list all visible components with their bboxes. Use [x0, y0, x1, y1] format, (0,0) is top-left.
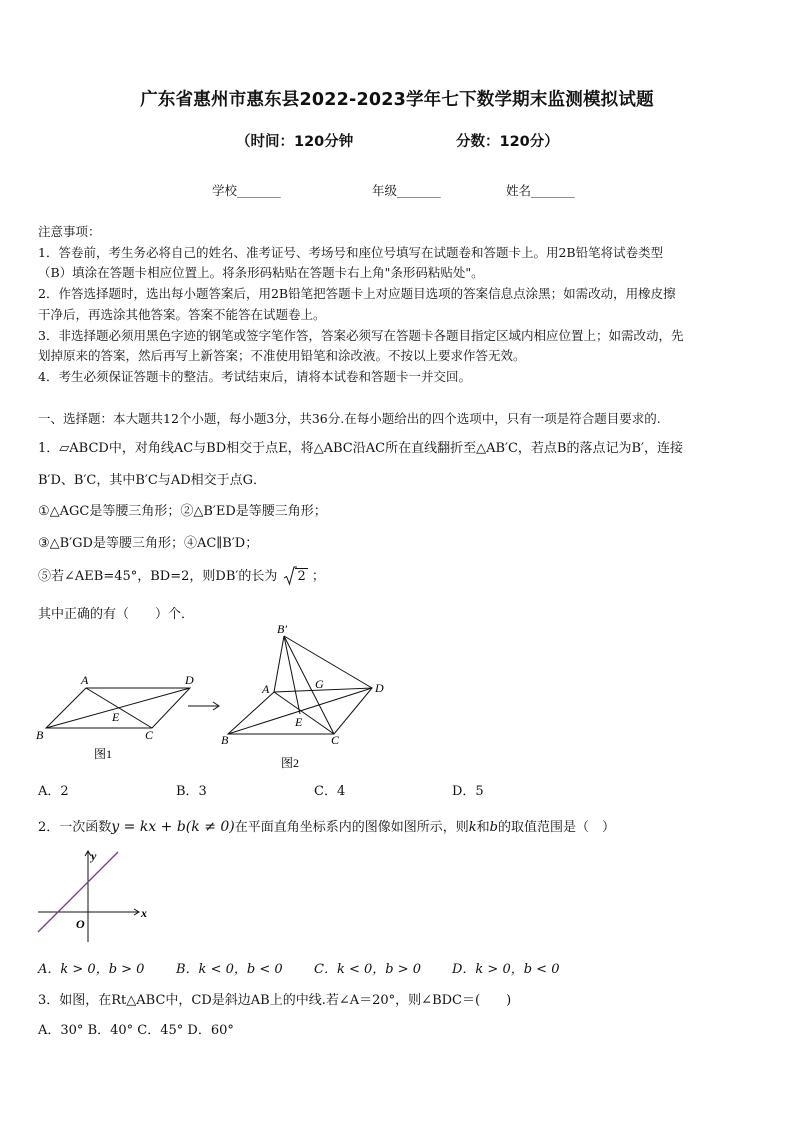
label-b-prime: B′: [277, 622, 287, 636]
segment-b-prime-e: [284, 636, 300, 714]
q1-figure-2: [216, 622, 396, 774]
exam-time: （时间：120分钟: [236, 134, 354, 150]
q2-option-a: A．k > 0，b > 0: [38, 962, 145, 977]
label-b: B: [221, 733, 229, 747]
q1-option-c: C．4: [314, 784, 346, 799]
origin-label: O: [76, 917, 85, 931]
exam-title: 广东省惠州市惠东县2022-2023学年七下数学期末监测模拟试题: [140, 90, 654, 110]
q2-prefix: 2．一次函数: [38, 820, 112, 835]
notes-heading: 注意事项：: [38, 224, 101, 239]
q1-line2: B′D、B′C，其中B′C与AD相交于点G．: [38, 473, 267, 488]
sqrt-radicand: 2: [297, 569, 306, 584]
q1-statement-5-text: ⑤若∠AEB=45°，BD=2，则DB′的长为: [38, 569, 278, 584]
note-line: 4．考生必须保证答题卡的整洁。考试结束后，请将本试卷和答题卡一并交回。: [38, 369, 471, 384]
section-heading: 一、选择题：本大题共12个小题，每小题3分，共36分.在每小题给出的四个选项中，只有一项是符合题目要求的.: [38, 411, 661, 426]
label-g: G: [315, 677, 324, 691]
q2-b: b: [489, 820, 498, 835]
note-line: 1．答卷前，考生务必将自己的姓名、准考证号、考场号和座位号填写在试题卷和答题卡上。用2B铅笔将试卷类型: [38, 245, 664, 260]
figure-1-caption: 图1: [94, 747, 113, 761]
q2-k: k: [468, 820, 477, 835]
name-field: 姓名_______: [506, 183, 575, 198]
q1-statement-3-4: ③△B′GD是等腰三角形；④AC∥B′D；: [38, 536, 259, 551]
y-axis-label: y: [91, 849, 97, 863]
q1-question: 其中正确的有（ ）个．: [38, 607, 195, 622]
q2-formula: y = kx + b(k ≠ 0): [111, 819, 235, 835]
q2-suffix: 在平面直角坐标系内的图像如图所示，则: [234, 820, 469, 835]
q2-option-d: D．k > 0，b < 0: [452, 962, 560, 977]
q3-question: 3．如图，在Rt△ABC中，CD是斜边AB上的中线.若∠A＝20°，则∠BDC＝( ): [38, 993, 512, 1008]
segment-ab-prime: [274, 636, 284, 692]
label-e: E: [295, 715, 303, 729]
label-a: A: [81, 673, 89, 687]
q3-options: A．30° B．40° C．45° D．60°: [38, 1023, 234, 1038]
label-c: C: [331, 733, 340, 747]
school-field: 学校_______: [212, 183, 281, 198]
q1-statement-5: [38, 565, 325, 584]
sqrt-expression: [283, 569, 307, 584]
q2-and: 和: [476, 820, 490, 835]
label-d: D: [185, 673, 194, 687]
x-axis-label: x: [141, 906, 147, 920]
label-b: B: [36, 728, 44, 742]
label-d: D: [375, 681, 384, 695]
q2-graph: [34, 846, 154, 946]
q2-option-b: B．k < 0，b < 0: [176, 962, 283, 977]
grade-field: 年级_______: [372, 183, 441, 198]
q2-option-c: C．k < 0，b > 0: [314, 962, 422, 977]
note-line: 干净后，再选涂其他答案。答案不能答在试题卷上。: [38, 307, 326, 322]
q2-tail: 的取值范围是（ ）: [498, 820, 616, 835]
note-line: （B）填涂在答题卡相应位置上。将条形码粘贴在答题卡右上角"条形码粘贴处"。: [38, 265, 484, 280]
figure-2-caption: 图2: [281, 756, 300, 770]
diagonal-ac: [274, 692, 334, 734]
q1-line1: 1．▱ABCD中，对角线AC与BD相交于点E，将△ABC沿AC所在直线翻折至△AB′C，若点B的落点记为B′，连接: [38, 441, 683, 456]
label-c: C: [145, 728, 154, 742]
note-line: 划掉原来的答案，然后再写上新答案；不准使用铅笔和涂改液。不按以上要求作答无效。: [38, 348, 526, 363]
label-a: A: [262, 682, 270, 696]
q1-statement-1-2: ①△AGC是等腰三角形；②△B′ED是等腰三角形；: [38, 504, 327, 519]
q1-statement-5-end: ；: [311, 569, 325, 584]
label-e: E: [112, 710, 120, 724]
q1-option-b: B．3: [176, 784, 207, 799]
q1-option-d: D．5: [452, 784, 484, 799]
q2-question: [38, 816, 615, 835]
radical-sign-icon: [283, 566, 297, 586]
exam-score: 分数：120分）: [456, 134, 559, 150]
note-line: 2．作答选择题时，选出每小题答案后，用2B铅笔把答题卡上对应题目选项的答案信息点涂黑；如需改动，用橡皮擦: [38, 286, 676, 301]
q1-figure-1: [34, 672, 204, 767]
q1-option-a: A．2: [38, 784, 69, 799]
note-line: 3．非选择题必须用黑色字迹的钢笔或签字笔作答，答案必须写在答题卡各题目指定区域内相应位置上；如需改动，先: [38, 328, 684, 343]
